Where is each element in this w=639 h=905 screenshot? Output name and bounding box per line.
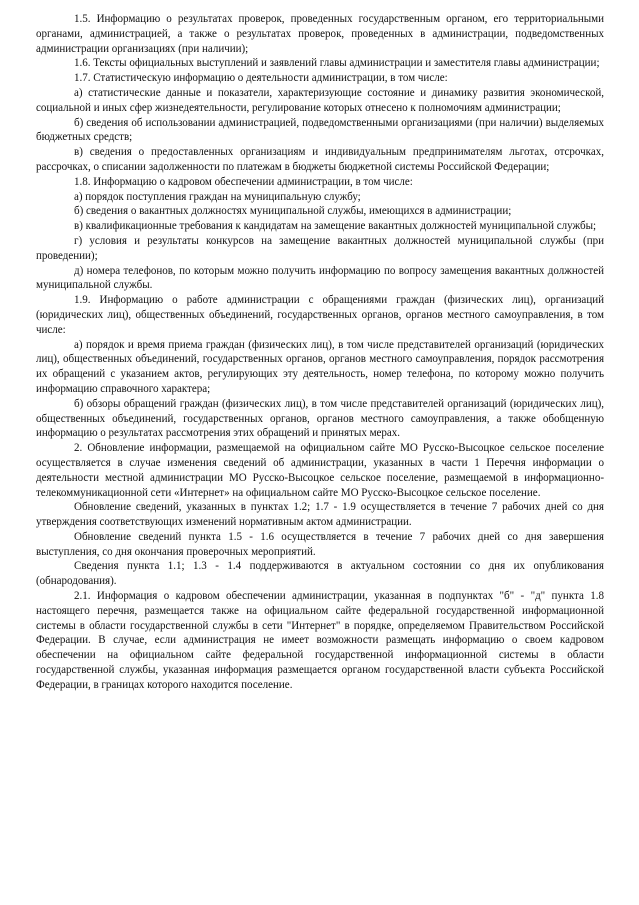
paragraph-1-7: 1.7. Статистическую информацию о деятельности администрации, в том числе: [74, 72, 448, 85]
paragraph-1-8-d: д) номера телефонов, по которым можно получить информацию по вопросу замещения вакантных должностей муниципальной службы. [36, 264, 604, 292]
paragraph-1-7-b: б) сведения об использовании администрацией, подведомственными организациями (при наличии) выделяемых бюджетных средств; [36, 116, 604, 144]
paragraph-1-5: 1.5. Информацию о результатах проверок, проведенных государственным органом, его территориальными органами, администрацией, а также о результатах проверок, проведенных в администрации, подведомственных администрации организациях (при наличии); [36, 13, 604, 55]
paragraph-1-8-g: г) условия и результаты конкурсов на замещение вакантных должностей муниципальной службы (при проведении); [36, 234, 604, 262]
paragraph-1-9-b: б) обзоры обращений граждан (физических лиц), в том числе представителей организаций (юридических лиц), общественных объединений, государственных органов, органов местного самоуправления, а также обобщенную информацию о результатах рассмотрения этих обращений и принятых мерах. [36, 397, 604, 440]
paragraph-1-8: 1.8. Информацию о кадровом обеспечении администрации, в том числе: [74, 175, 413, 188]
document-page [36, 12, 604, 693]
paragraph-1-6: 1.6. Тексты официальных выступлений и заявлений главы администрации и заместителя главы администрации; [74, 57, 600, 70]
paragraph-1-8-a: а) порядок поступления граждан на муниципальную службу; [74, 190, 361, 203]
paragraph-1-7-a: а) статистические данные и показатели, характеризующие состояние и динамику развития экономической, социальной и иных сфер жизнедеятельности, регулирование которых отнесено к полномочиям администрации; [36, 86, 604, 114]
paragraph-update-1: Обновление сведений, указанных в пунктах 1.2; 1.7 - 1.9 осуществляется в течение 7 рабочих дней со дня утверждения соответствующих изменений нормативным актом администрации. [36, 501, 604, 529]
paragraph-2-1: 2.1. Информация о кадровом обеспечении администрации, указанная в подпунктах "б" - "д" пункта 1.8 настоящего перечня, размещается также на официальном сайте федеральной государственной информационной системы в области государственной службы в сети "Интернет" в порядке, определяемом Правительством Российской Федерации. В случае, если администрация не имеет возможности размещать информацию о своем кадровом обеспечении на официальном сайте федеральной государственной информационной системы в области государственной службы, указанная информация размещается органом государственной власти субъекта Российской Федерации, в границах которого находится поселение. [36, 590, 604, 691]
paragraph-update-2: Обновление сведений пункта 1.5 - 1.6 осуществляется в течение 7 рабочих дней со дня завершения выступления, со дня окончания проверочных мероприятий. [36, 530, 604, 558]
paragraph-1-7-v: в) сведения о предоставленных организациям и индивидуальным предпринимателям льготах, отсрочках, рассрочках, о списании задолженности по платежам в бюджеты бюджетной системы Российской Федерации; [36, 146, 604, 173]
paragraph-update-3: Сведения пункта 1.1; 1.3 - 1.4 поддерживаются в актуальном состоянии со дня их опубликования (обнародования). [36, 560, 604, 588]
paragraph-2: 2. Обновление информации, размещаемой на официальном сайте МО Русско-Высоцкое сельское поселение осуществляется в случае изменения сведений об администрации, указанных в части 1 Перечня информации о деятельности местной администрации МО Русско-Высоцкое сельское поселение, размещаемой в информационно-телекоммуникационной сети «Интернет» на официальном сайте МО Русско-Высоцкое сельское поселение. [36, 442, 604, 499]
paragraph-1-9-a: а) порядок и время приема граждан (физических лиц), в том числе представителей организаций (юридических лиц), общественных объединений, государственных органов, органов местного самоуправления, порядок рассмотрения их обращений с указанием актов, регулирующих эту деятельность, номер телефона, по которому можно получить информацию справочного характера; [36, 338, 604, 395]
paragraph-1-8-v: в) квалификационные требования к кандидатам на замещение вакантных должностей муниципальной службы; [74, 220, 597, 233]
paragraph-1-9: 1.9. Информацию о работе администрации с обращениями граждан (физических лиц), организаций (юридических лиц), общественных объединений, государственных органов, органов местного самоуправления, в том числе: [36, 294, 604, 336]
paragraph-1-8-b: б) сведения о вакантных должностях муниципальной службы, имеющихся в администрации; [74, 205, 512, 218]
